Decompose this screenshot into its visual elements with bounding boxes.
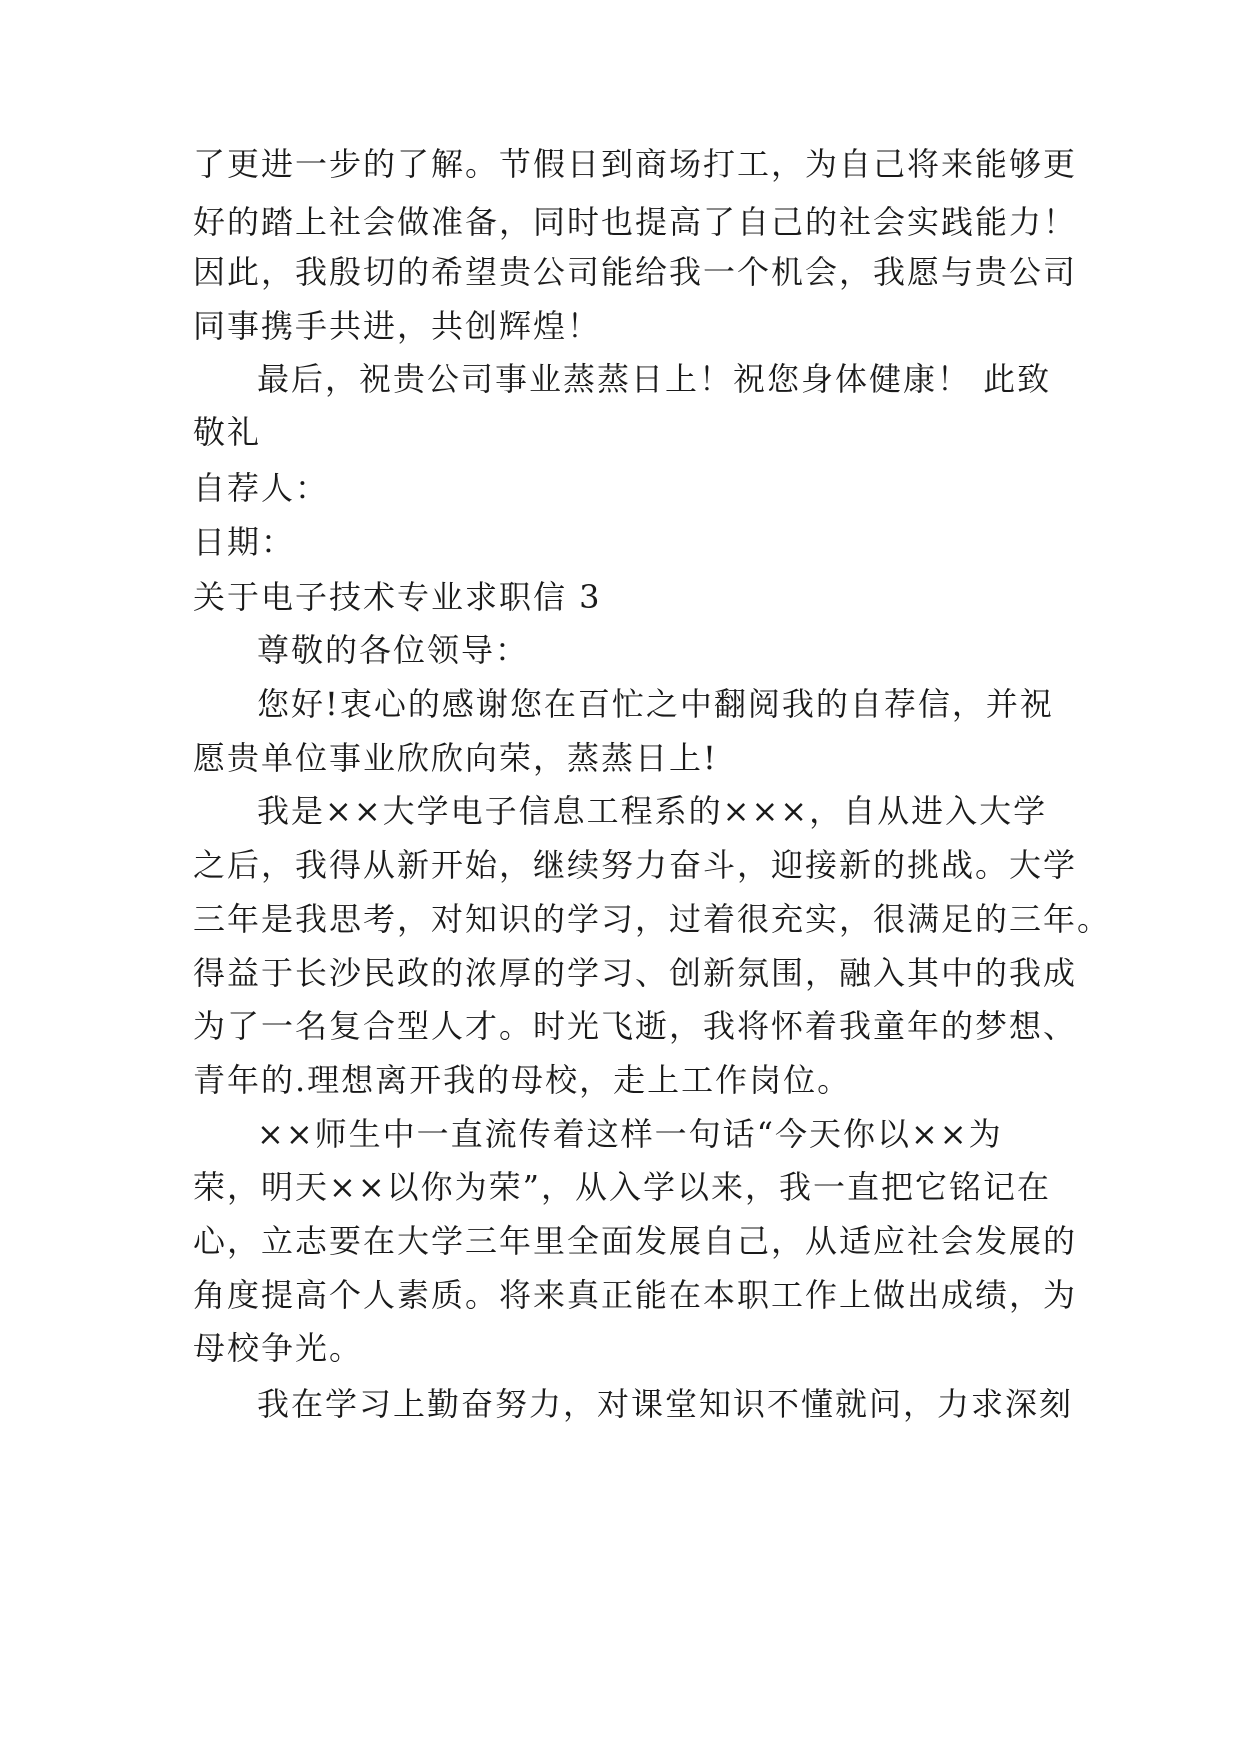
text-line: 因此，我殷切的希望贵公司能给我一个机会，我愿与贵公司 xyxy=(193,253,1078,291)
text-line: 心，立志要在大学三年里全面发展自己，从适应社会发展的 xyxy=(193,1222,1078,1260)
text-line: 之后，我得从新开始，继续努力奋斗，迎接新的挑战。大学 xyxy=(193,846,1078,884)
text-line: 您好!衷心的感谢您在百忙之中翻阅我的自荐信，并祝 xyxy=(257,685,1054,723)
text-line: ××师生中一直流传着这样一句话“今天你以××为 xyxy=(257,1115,1003,1153)
text-line: 愿贵单位事业欣欣向荣，蒸蒸日上! xyxy=(193,739,718,777)
text-line: 最后，祝贵公司事业蒸蒸日上！祝您身体健康！ 此致 xyxy=(257,360,1052,398)
text-line: 同事携手共进，共创辉煌！ xyxy=(193,307,602,345)
greeting: 尊敬的各位领导： xyxy=(257,631,530,669)
text-line: 了更进一步的了解。节假日到商场打工，为自己将来能够更 xyxy=(193,145,1078,183)
closing-salutation: 敬礼 xyxy=(193,413,262,451)
signer-label: 自荐人： xyxy=(193,469,330,507)
text-line: 好的踏上社会做准备，同时也提高了自己的社会实践能力！ xyxy=(193,203,1078,241)
text-line: 我是××大学电子信息工程系的×××，自从进入大学 xyxy=(257,792,1048,830)
text-line: 为了一名复合型人才。时光飞逝，我将怀着我童年的梦想、 xyxy=(193,1007,1078,1045)
text-line: 我在学习上勤奋努力，对课堂知识不懂就问，力求深刻 xyxy=(257,1385,1074,1423)
text-line: 荣，明天××以你为荣”，从入学以来，我一直把它铭记在 xyxy=(193,1168,1051,1206)
text-line: 青年的.理想离开我的母校，走上工作岗位。 xyxy=(193,1061,852,1099)
date-label: 日期： xyxy=(193,523,296,561)
text-line: 三年是我思考，对知识的学习，过着很充实，很满足的三年。 xyxy=(193,900,1112,938)
section-title: 关于电子技术专业求职信 3 xyxy=(193,578,602,616)
text-line: 角度提高个人素质。将来真正能在本职工作上做出成绩，为 xyxy=(193,1276,1078,1314)
text-line: 得益于长沙民政的浓厚的学习、创新氛围，融入其中的我成 xyxy=(193,954,1078,992)
text-line: 母校争光。 xyxy=(193,1329,364,1367)
